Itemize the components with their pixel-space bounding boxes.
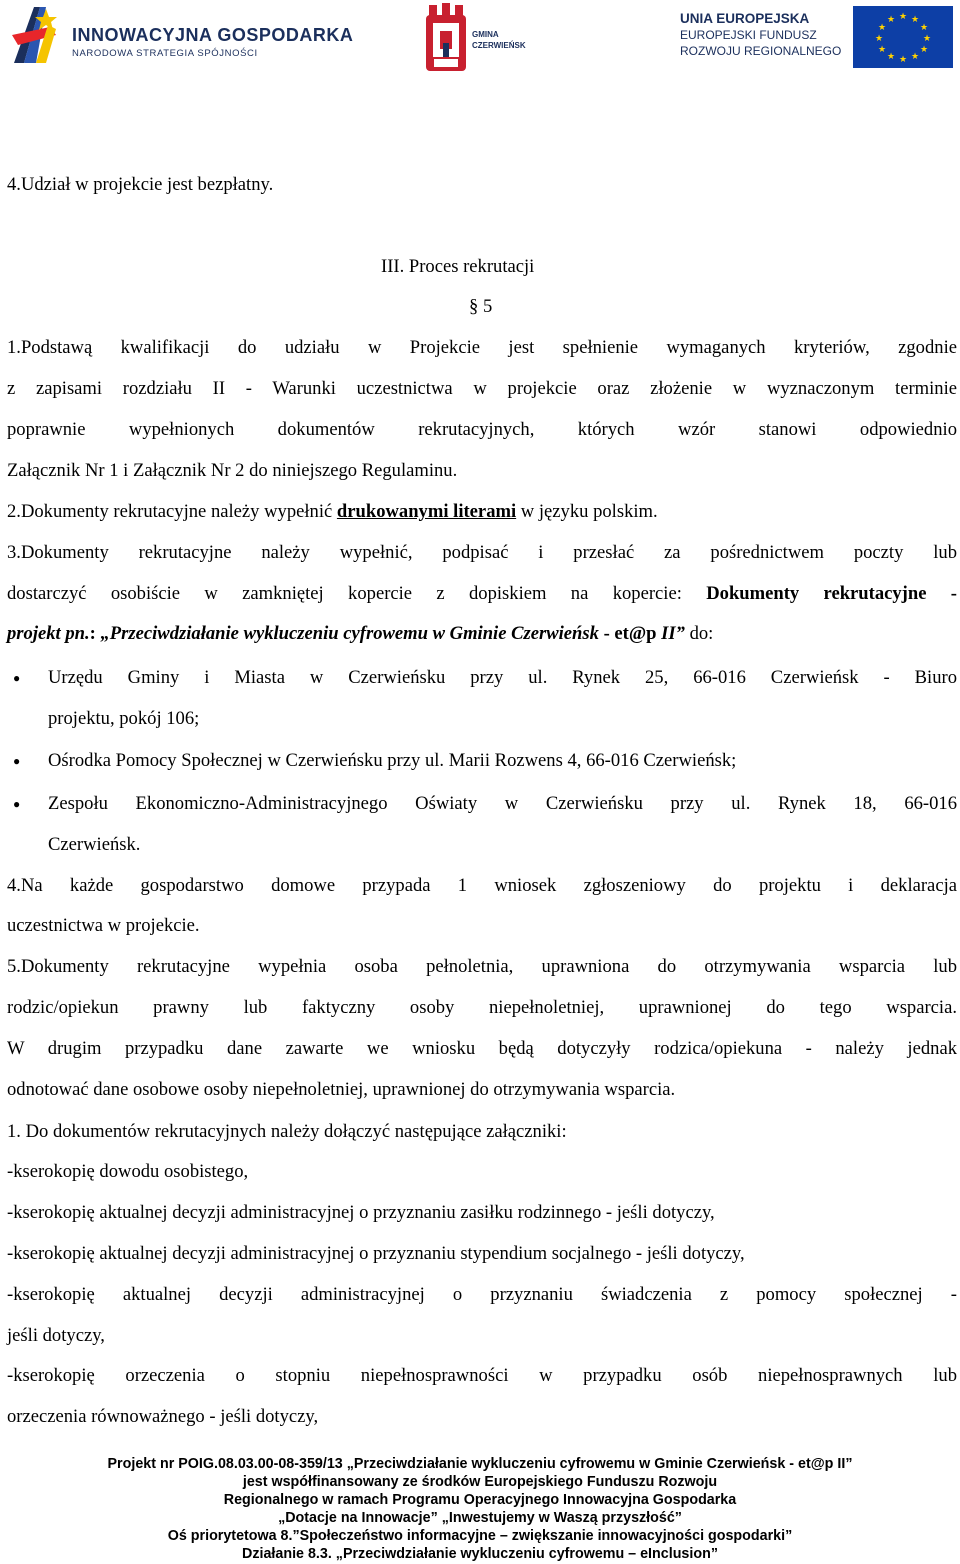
footer-line: jest współfinansowany ze środków Europejskiego Funduszu Rozwoju (242, 1474, 718, 1490)
page-footer (0, 1455, 960, 1563)
attachment-item: -kserokopię orzeczenia o stopniu niepełnosprawności w przypadku osób niepełnosprawnych lub (7, 1365, 957, 1386)
svg-text:★: ★ (910, 52, 920, 62)
attachment-item: -kserokopię aktualnej decyzji administracyjnej o przyznaniu świadczenia z pomocy społecznej - (7, 1284, 957, 1305)
ig-logo-title: INNOWACYJNA GOSPODARKA (72, 25, 354, 45)
p3-line (7, 623, 713, 645)
unia-europejska-logo (672, 6, 954, 68)
p3-colon: : (89, 623, 101, 644)
bullet-icon: ● (13, 797, 21, 811)
p1-line: 1.Podstawą kwalifikacji do udziału w Projekcie jest spełnienie wymaganych kryteriów, zgodnie (7, 337, 957, 358)
svg-text:★: ★ (886, 15, 896, 25)
ig-emblem-icon (10, 5, 68, 67)
p5-line: W drugim przypadku dane zawarte we wniosku będą dotyczyły rodzica/opiekuna - należy jednak (7, 1038, 957, 1059)
bullet-icon: ● (13, 671, 21, 685)
p2-emphasis: drukowanymi literami (336, 501, 517, 522)
coat-of-arms-icon (425, 3, 467, 75)
attachment-item: -kserokopię aktualnej decyzji administracyjnej o przyznaniu zasiłku rodzinnego - jeśli dotyczy, (7, 1202, 715, 1223)
p3-envelope-note: Dokumenty rekrutacyjne - (706, 583, 957, 604)
gmina-logo-line2: CZERWIEŃSK (472, 41, 526, 50)
bullet-item-line: Zespołu Ekonomiczno-Administracyjnego Oświaty w Czerwieńsku przy ul. Rynek 18, 66-016 (48, 793, 957, 814)
p1-line: z zapisami rozdziału II - Warunki uczestnictwa w projekcie oraz złożenie w wyznaczonym terminie (7, 378, 957, 399)
bullet-item-line: projektu, pokój 106; (48, 708, 200, 729)
svg-text:★: ★ (898, 12, 908, 22)
innowacyjna-gospodarka-logo (10, 5, 354, 67)
p3-project-label: projekt pn. (7, 623, 90, 644)
bullet-item-line: Urzędu Gminy i Miasta w Czerwieńsku przy ul. Rynek 25, 66-016 Czerwieńsk - Biuro (48, 667, 957, 688)
p1-line: Załącznik Nr 1 i Załącznik Nr 2 do niniejszego Regulaminu. (7, 460, 458, 481)
ig-logo-subtitle: NARODOWA STRATEGIA SPÓJNOŚCI (72, 48, 258, 59)
ue-logo-line1: UNIA EUROPEJSKA (680, 11, 810, 26)
p3-etap: - et@p (598, 623, 662, 644)
p5-line: rodzic/opiekun prawny lub faktyczny osoby niepełnoletniej, uprawnionej do tego wsparcia. (7, 997, 957, 1018)
eu-flag-icon (853, 6, 953, 68)
bullet-item-line: Czerwieńsk. (48, 834, 141, 855)
p3-line (7, 583, 957, 605)
ue-logo-line2: EUROPEJSKI FUNDUSZ (680, 28, 817, 42)
section-title: III. Proces rekrutacji (381, 256, 535, 277)
svg-text:★: ★ (919, 23, 929, 33)
footer-line: „Dotacje na Innowacje” „Inwestujemy w Waszą przyszłość” (278, 1510, 682, 1526)
attachment-item: -kserokopię dowodu osobistego, (7, 1161, 249, 1182)
page-header (0, 0, 960, 80)
p3-project-name: „Przeciwdziałanie wykluczeniu cyfrowemu w Gminie Czerwieńsk (100, 623, 599, 644)
gmina-logo-text (472, 29, 526, 51)
p5-line: odnotować dane osobowe osoby niepełnoletniej, uprawnionej do otrzymywania wsparcia. (7, 1079, 676, 1100)
attachment-item: -kserokopię aktualnej decyzji administracyjnej o przyznaniu stypendium socjalnego - jeśli dotyczy, (7, 1243, 745, 1264)
svg-text:★: ★ (877, 45, 887, 55)
svg-text:★: ★ (886, 52, 896, 62)
p3-line: 3.Dokumenty rekrutacyjne należy wypełnić, podpisać i przesłać za pośrednictwem poczty lub (7, 542, 957, 563)
p3-etap-number: II” (661, 623, 685, 644)
bullet-icon: ● (13, 754, 21, 768)
footer-line: Działanie 8.3. „Przeciwdziałanie wykluczeniu cyfrowemu – eInclusion” (242, 1546, 718, 1562)
svg-text:★: ★ (922, 34, 932, 44)
gmina-czerwiensk-logo (425, 3, 545, 77)
p2-line (7, 501, 658, 523)
p5-line: 5.Dokumenty rekrutacyjne wypełnia osoba pełnoletnia, uprawniona do otrzymywania wsparcia lub (7, 956, 957, 977)
svg-text:★: ★ (877, 23, 887, 33)
footer-line: Projekt nr POIG.08.03.00-08-359/13 „Przeciwdziałanie wykluczeniu cyfrowemu w Gminie Czerwieńsk - et@p II” (107, 1456, 853, 1472)
p4b-line: uczestnictwa w projekcie. (7, 915, 200, 936)
point-4-free-participation: 4.Udział w projekcie jest bezpłatny. (7, 174, 274, 195)
attachment-item: orzeczenia równoważnego - jeśli dotyczy, (7, 1406, 319, 1427)
p2-text-end: w języku polskim. (516, 501, 658, 522)
p3-text-end: do: (684, 623, 714, 644)
attachments-intro: 1. Do dokumentów rekrutacyjnych należy dołączyć następujące załączniki: (7, 1121, 567, 1142)
svg-text:★: ★ (910, 15, 920, 25)
p3-text: dostarczyć osobiście w zamkniętej kopercie z dopiskiem na kopercie: (7, 583, 707, 604)
attachment-item: jeśli dotyczy, (7, 1325, 105, 1346)
footer-line: Oś priorytetowa 8.”Społeczeństwo informacyjne – zwiększanie innowacyjności gospodarki” (167, 1528, 793, 1544)
footer-line: Regionalnego w ramach Programu Operacyjnego Innowacyjna Gospodarka (223, 1492, 737, 1508)
ue-logo-line3: ROZWOJU REGIONALNEGO (680, 44, 842, 58)
svg-text:★: ★ (919, 45, 929, 55)
p2-text: 2.Dokumenty rekrutacyjne należy wypełnić (7, 501, 337, 522)
gmina-logo-line1: GMINA (472, 30, 499, 39)
paragraph-mark: § 5 (469, 296, 493, 317)
p1-line: poprawnie wypełnionych dokumentów rekrutacyjnych, których wzór stanowi odpowiednio (7, 419, 957, 440)
p4b-line: 4.Na każde gospodarstwo domowe przypada 1 wniosek zgłoszeniowy do projektu i deklaracja (7, 875, 957, 896)
svg-text:★: ★ (874, 34, 884, 44)
svg-text:★: ★ (898, 55, 908, 65)
bullet-item-line: Ośrodka Pomocy Społecznej w Czerwieńsku przy ul. Marii Rozwens 4, 66-016 Czerwieńsk; (48, 750, 737, 771)
